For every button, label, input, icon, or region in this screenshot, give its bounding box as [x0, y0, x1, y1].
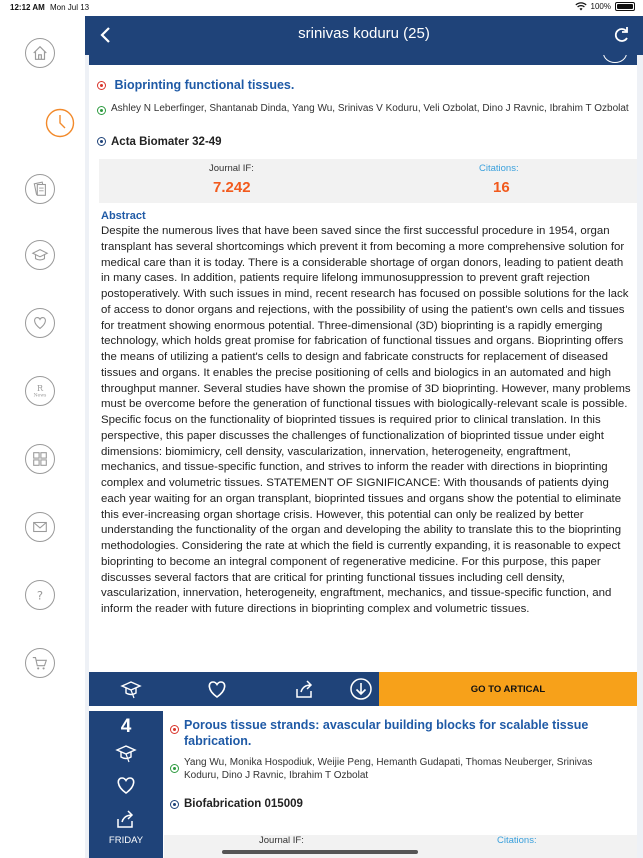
heart-icon[interactable]	[25, 308, 55, 338]
citations-value: 16	[493, 179, 510, 196]
clock-icon[interactable]	[45, 108, 75, 138]
card-top-strip	[89, 55, 637, 65]
metrics-panel	[164, 835, 637, 858]
refresh-icon[interactable]	[611, 24, 633, 46]
top-nav-bar	[85, 16, 643, 55]
sidebar	[0, 16, 84, 858]
journal-bullet-icon	[97, 137, 106, 146]
journal-if-value: 7.242	[213, 179, 251, 196]
download-icon[interactable]	[349, 677, 373, 701]
graduation-cap-icon[interactable]	[25, 240, 55, 270]
status-bar	[0, 0, 643, 16]
article-day: FRIDAY	[108, 835, 144, 846]
svg-text:R: R	[36, 383, 44, 393]
abstract-text: Despite the numerous lives that have been saved since the first successful procedure in 1954, organ transplant has several shortcomings which prevent it from becoming a more comprehensive solution for medical care than it is today. There is a considerable shortage of organ donors, leading to patient death in many cases. In addition, patients require lifelong immunosuppression to prevent graft rejection postoperatively. With such issues in mind, recent research has focused on possible solutions for the lack of access to donor organs and rejections, with the possibility of using the patient's own cells and tissues for treatment showing enormous potential. Three-dimensional (3D) bioprinting is a rapidly emerging technology, which holds great promise for fabrication of functional tissues and organs. Bioprinting offers the means of utilizing a patient's cells to design and fabricate constructs for replacement of diseased tissues and organs. It enables the precise positioning of cells and biologics in an automated and high throughput manner. Several studies have shown the promise of 3D bioprinting. However, many problems must be overcome before the generation of functional tissues with biologically-relevant scale is possible. Specific focus on the functionality of bioprinted tissues is required prior to clinical translation. In this perspective, this paper discusses the challenges of functionalization of bioprinted tissue under eight dimensions: biomimicry, cell density, vascularization, innervation, heterogeneity, engraftment, mechanics, and tissue-specific function, and strives to inform the reader with directions in bioprinting complex and volumetric tissues. STATEMENT OF SIGNIFICANCE: With thousands of patients dying each year waiting for an organ transplant, bioprinted tissues and organs show the potential to eliminate this ever-increasing organ shortage crisis. However, this potential can only be realized by better understanding the functionality of the organ and developing the ability to translate this to the bioprinting methodologies. Considering the rate at which the field is currently expanding, it is reasonable to expect bioprinting to become an integral component of regenerative medicine. For this purpose, this paper discusses several factors that are critical for printing functional tissues including cell density, vascularization, innervation, heterogeneity, engraftment, mechanics, and tissue-specific function, and inform the reader with future directions in bioprinting complex and volumetric tissues.	[101, 225, 631, 615]
help-icon[interactable]	[25, 580, 55, 610]
journal-if-label: Journal IF:	[209, 163, 254, 174]
graduation-cap-icon[interactable]	[119, 677, 143, 701]
article-list[interactable]	[85, 55, 643, 858]
news-label: News	[33, 393, 47, 399]
status-time: 12:12 AM	[10, 3, 45, 12]
article-side-panel	[89, 711, 163, 858]
battery-icon	[615, 2, 635, 11]
home-icon[interactable]	[25, 38, 55, 68]
news-icon[interactable]	[25, 376, 55, 406]
article-number: 4	[120, 716, 132, 737]
article-title[interactable]: Porous tissue strands: avascular building blocks for scalable tissue fabrication.	[184, 718, 589, 748]
journal-if-label: Journal IF:	[259, 835, 304, 846]
article-title-row[interactable]	[97, 77, 617, 93]
article-card	[89, 59, 637, 726]
abstract-heading: Abstract	[101, 210, 146, 222]
heart-icon[interactable]	[205, 677, 229, 701]
status-date: Mon Jul 13	[50, 3, 90, 12]
share-icon[interactable]	[293, 677, 317, 701]
title-bullet-icon	[97, 81, 106, 90]
status-right	[575, 2, 635, 11]
mail-icon[interactable]	[25, 512, 55, 542]
battery-percent: 100%	[590, 2, 611, 11]
page-title: srinivas koduru (25)	[298, 25, 430, 42]
article-authors: Ashley N Leberfinger, Shantanab Dinda, Yang Wu, Srinivas V Koduru, Veli Ozbolat, Dino J Ravnic, Ibrahim T Ozbolat	[111, 103, 629, 114]
heart-icon[interactable]	[114, 773, 138, 797]
share-icon[interactable]	[114, 807, 138, 831]
title-bullet-icon	[170, 725, 179, 734]
authors-bullet-icon	[97, 106, 106, 115]
article-journal: Biofabrication 015009	[184, 798, 303, 810]
authors-bullet-icon	[170, 764, 179, 773]
papers-icon[interactable]	[25, 174, 55, 204]
citations-label: Citations:	[497, 835, 537, 846]
grid-icon[interactable]	[25, 444, 55, 474]
home-indicator	[222, 850, 418, 854]
journal-bullet-icon	[170, 800, 179, 809]
article-card	[89, 711, 637, 858]
cart-icon[interactable]	[25, 648, 55, 678]
metrics-panel	[99, 159, 637, 203]
article-journal: Acta Biomater 32-49	[111, 136, 222, 148]
svg-text:?: ?	[36, 588, 44, 603]
citations-label: Citations:	[479, 163, 519, 174]
article-title[interactable]: Bioprinting functional tissues.	[114, 78, 295, 92]
article-action-bar	[89, 672, 637, 706]
go-to-article-button[interactable]: GO TO ARTICAL	[379, 672, 637, 706]
article-authors: Yang Wu, Monika Hospodiuk, Weijie Peng, Hemanth Gudapati, Thomas Neuberger, Srinivas Koduru, Dino J Ravnic, Ibrahim T Ozbolat	[184, 757, 593, 781]
wifi-icon	[575, 2, 587, 11]
graduation-cap-icon[interactable]	[114, 741, 138, 765]
